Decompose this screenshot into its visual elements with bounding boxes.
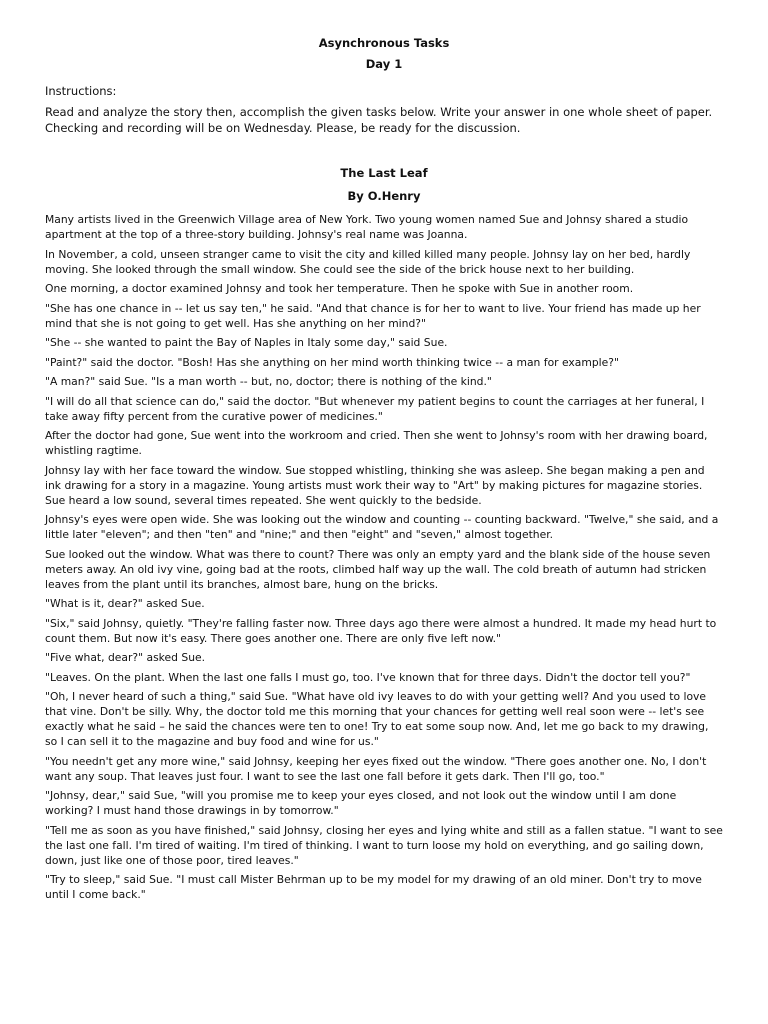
instructions-label: Instructions: <box>45 84 117 98</box>
story-paragraph: "She -- she wanted to paint the Bay of Naples in Italy some day," said Sue. <box>45 336 448 349</box>
story-paragraph: Many artists lived in the Greenwich Village area of New York. Two young women named Sue and Johnsy shared a studio apartment at the top of a three-story building. Johnsy's real name was Joanna. <box>45 213 689 241</box>
story-paragraph: Johnsy lay with her face toward the window. Sue stopped whistling, thinking she was asleep. She began making a pen and ink drawing for a story in a magazine. Young artists must work their way to "Art" by making pictures for magazine stories. Sue heard a low sound, several times repeated. She went quickly to the bedside. <box>45 463 705 507</box>
story-paragraph: "Johnsy, dear," said Sue, "will you promise me to keep your eyes closed, and not look out the window until I am done working? I must hand those drawings in by tomorrow." <box>45 789 677 817</box>
document-page <box>45 36 723 907</box>
story-paragraph: After the doctor had gone, Sue went into the workroom and cried. Then she went to Johnsy's room with her drawing board, whistling ragtime. <box>45 429 708 457</box>
story-paragraph: "What is it, dear?" asked Sue. <box>45 597 205 610</box>
story-paragraph: "Paint?" said the doctor. "Bosh! Has she anything on her mind worth thinking twice -- a man for example?" <box>45 355 619 369</box>
story-author: By O.Henry <box>347 189 421 203</box>
story-paragraph: "I will do all that science can do," said the doctor. "But whenever my patient begins to count the carriages at her funeral, I take away fifty percent from the curative power of medicines." <box>45 394 705 423</box>
story-paragraph: "She has one chance in -- let us say ten," he said. "And that chance is for her to want to live. Your friend has made up her mind that she is not going to get well. Has she anything on her mind?" <box>45 301 701 330</box>
story-paragraph: Sue looked out the window. What was there to count? There was only an empty yard and the blank side of the house seven meters away. An old ivy vine, going bad at the roots, climbed half way up the wall. The cold breath of autumn had stricken leaves from the plant until its branches, almost bare, hung on the bricks. <box>45 547 711 591</box>
story-paragraph: Johnsy's eyes were open wide. She was looking out the window and counting -- counting backward. "Twelve," she said, and a little later "eleven"; and then "ten" and "nine;" and then "eight" and "seven," almost together. <box>45 513 719 541</box>
document-day: Day 1 <box>365 57 403 71</box>
story-body <box>45 212 723 902</box>
document-title: Asynchronous Tasks <box>318 36 450 50</box>
instructions-text: Read and analyze the story then, accomplish the given tasks below. Write your answer in one whole sheet of paper. Checking and recording will be on Wednesday. Please, be ready for the discussion. <box>45 105 713 135</box>
story-title: The Last Leaf <box>340 166 428 180</box>
story-paragraph: "Tell me as soon as you have finished," said Johnsy, closing her eyes and lying white and still as a fallen statue. "I want to see the last one fall. I'm tired of waiting. I'm tired of thinking. I want to turn loose my hold on everything, and go sailing down, down, just like one of those poor, tired leaves." <box>45 823 723 867</box>
story-paragraph: In November, a cold, unseen stranger came to visit the city and killed killed many people. Johnsy lay on her bed, hardly moving. She looked through the small window. She could see the side of the brick house next to her building. <box>45 247 691 276</box>
story-paragraph: "Five what, dear?" asked Sue. <box>45 651 206 664</box>
story-paragraph: "Oh, I never heard of such a thing," said Sue. "What have old ivy leaves to do with your getting well? And you used to love that vine. Don't be silly. Why, the doctor told me this morning that your chances for getting well real soon were -- let's see exactly what he said – he said the chances were ten to one! Try to eat some soup now. And, let me go back to my drawing, so I can sell it to the magazine and buy food and wine for us." <box>45 690 709 748</box>
story-paragraph: One morning, a doctor examined Johnsy and took her temperature. Then he spoke with Sue in another room. <box>45 282 634 295</box>
story-paragraph: "A man?" said Sue. "Is a man worth -- but, no, doctor; there is nothing of the kind." <box>45 375 492 388</box>
story-paragraph: "Try to sleep," said Sue. "I must call Mister Behrman up to be my model for my drawing of an old miner. Don't try to move until I come back." <box>45 873 702 901</box>
story-paragraph: "Six," said Johnsy, quietly. "They're falling faster now. Three days ago there were almost a hundred. It made my head hurt to count them. But now it's easy. There goes another one. There are only five left now." <box>45 616 717 645</box>
story-paragraph: "Leaves. On the plant. When the last one falls I must go, too. I've known that for three days. Didn't the doctor tell you?" <box>45 670 691 684</box>
story-paragraph: "You needn't get any more wine," said Johnsy, keeping her eyes fixed out the window. "There goes another one. No, I don't want any soup. That leaves just four. I want to see the last one fall before it gets dark. Then I'll go, too." <box>45 754 707 783</box>
